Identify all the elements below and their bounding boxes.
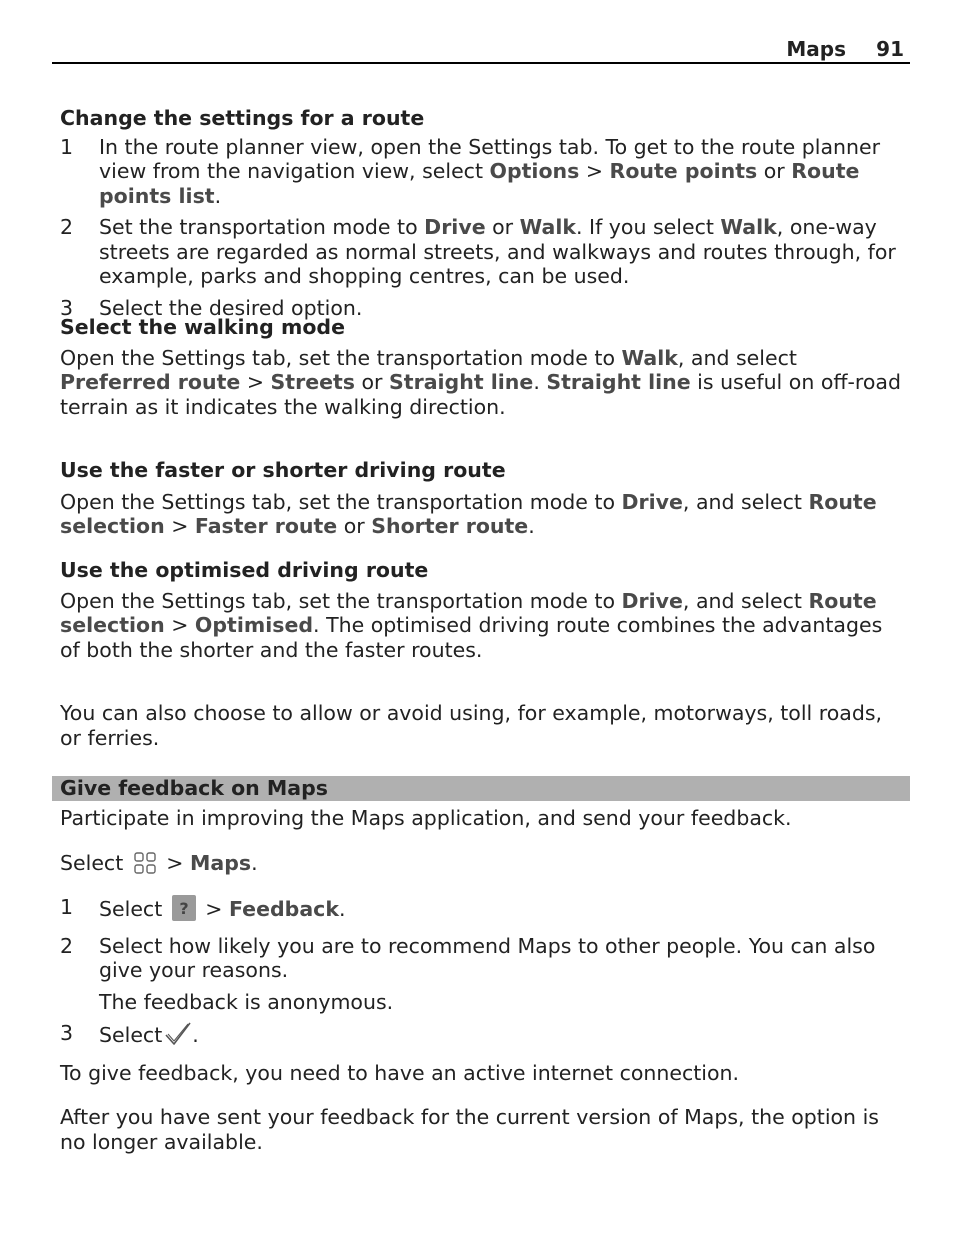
feedback-intro: Participate in improving the Maps application, and send your feedback. xyxy=(60,806,792,830)
list-item: 2 Select how likely you are to recommend Maps to other people. You can also give your reasons. The feedback is anonymous. xyxy=(60,934,906,1015)
optimised-route-heading: Use the optimised driving route xyxy=(60,558,429,582)
list-item: 3 Select . xyxy=(60,1021,906,1053)
apps-menu-icon xyxy=(133,851,157,881)
step-number: 2 xyxy=(60,933,74,958)
list-item: 1 In the route planner view, open the Settings tab. To get to the route planner view from the navigation view, select Options > Route points or Route points list. xyxy=(60,134,881,208)
ui-term: Maps xyxy=(190,851,252,875)
list-item: 2 Set the transportation mode to Drive or Walk. If you select Walk, one-way streets are regarded as normal streets, and walkways and routes through, for example, parks and shopping centres, can be used. xyxy=(60,215,896,288)
ui-term: Options xyxy=(489,159,580,183)
ui-term: Route points list xyxy=(99,159,860,208)
checkmark-icon xyxy=(164,1021,192,1053)
walking-section xyxy=(60,315,906,419)
feedback-heading-bar xyxy=(52,776,910,801)
anonymous-note: The feedback is anonymous. xyxy=(99,989,394,1014)
step-number: 3 xyxy=(60,1021,74,1045)
ui-term: Route points xyxy=(609,159,758,183)
route-settings-steps xyxy=(60,135,906,321)
ui-term: Drive xyxy=(424,215,486,239)
optimised-route-text: Open the Settings tab, set the transportation mode to Drive, and select Route selection > Optimised. The optimised driving route combines the advantages of both the shorter and the faster routes. xyxy=(60,588,883,662)
help-question-icon xyxy=(172,895,196,927)
faster-route-heading: Use the faster or shorter driving route xyxy=(60,458,506,482)
ui-term: Walk xyxy=(720,215,777,239)
step-number: 2 xyxy=(60,215,74,239)
step-number: 1 xyxy=(60,134,74,159)
optimised-route-section xyxy=(60,558,906,662)
connection-note: To give feedback, you need to have an active internet connection. xyxy=(60,1061,740,1085)
walking-heading: Select the walking mode xyxy=(60,315,346,339)
page-header xyxy=(52,37,910,64)
page-number: 91 xyxy=(876,37,904,61)
step-number: 3 xyxy=(60,295,74,320)
faster-route-text: Open the Settings tab, set the transportation mode to Drive, and select Route selection > Faster route or Shorter route. xyxy=(60,489,877,538)
avoid-roads-text: You can also choose to allow or avoid using, for example, motorways, toll roads, or ferries. xyxy=(60,701,883,750)
feedback-select-line: Select > Maps. xyxy=(60,851,906,881)
list-item: 3 Select the desired option. xyxy=(60,295,363,320)
step-number: 1 xyxy=(60,895,74,919)
availability-note: After you have sent your feedback for the current version of Maps, the option is no longer available. xyxy=(60,1105,879,1154)
walking-text: Open the Settings tab, set the transportation mode to Walk, and select Preferred route > Streets or Straight line. Straight line is useful on off-road terrain as it indicates the walking direction. xyxy=(60,345,901,419)
route-settings-heading: Change the settings for a route xyxy=(60,106,425,130)
feedback-steps xyxy=(60,895,906,1053)
faster-route-section xyxy=(60,458,906,539)
list-item: 1 Select ? > Feedback. xyxy=(60,895,906,927)
route-settings-section xyxy=(60,106,906,327)
section-title: Maps xyxy=(786,37,846,61)
svg-text:?: ? xyxy=(179,899,189,918)
feedback-heading: Give feedback on Maps xyxy=(60,776,329,800)
ui-term: Walk xyxy=(519,215,576,239)
ui-term: Feedback xyxy=(229,897,339,921)
